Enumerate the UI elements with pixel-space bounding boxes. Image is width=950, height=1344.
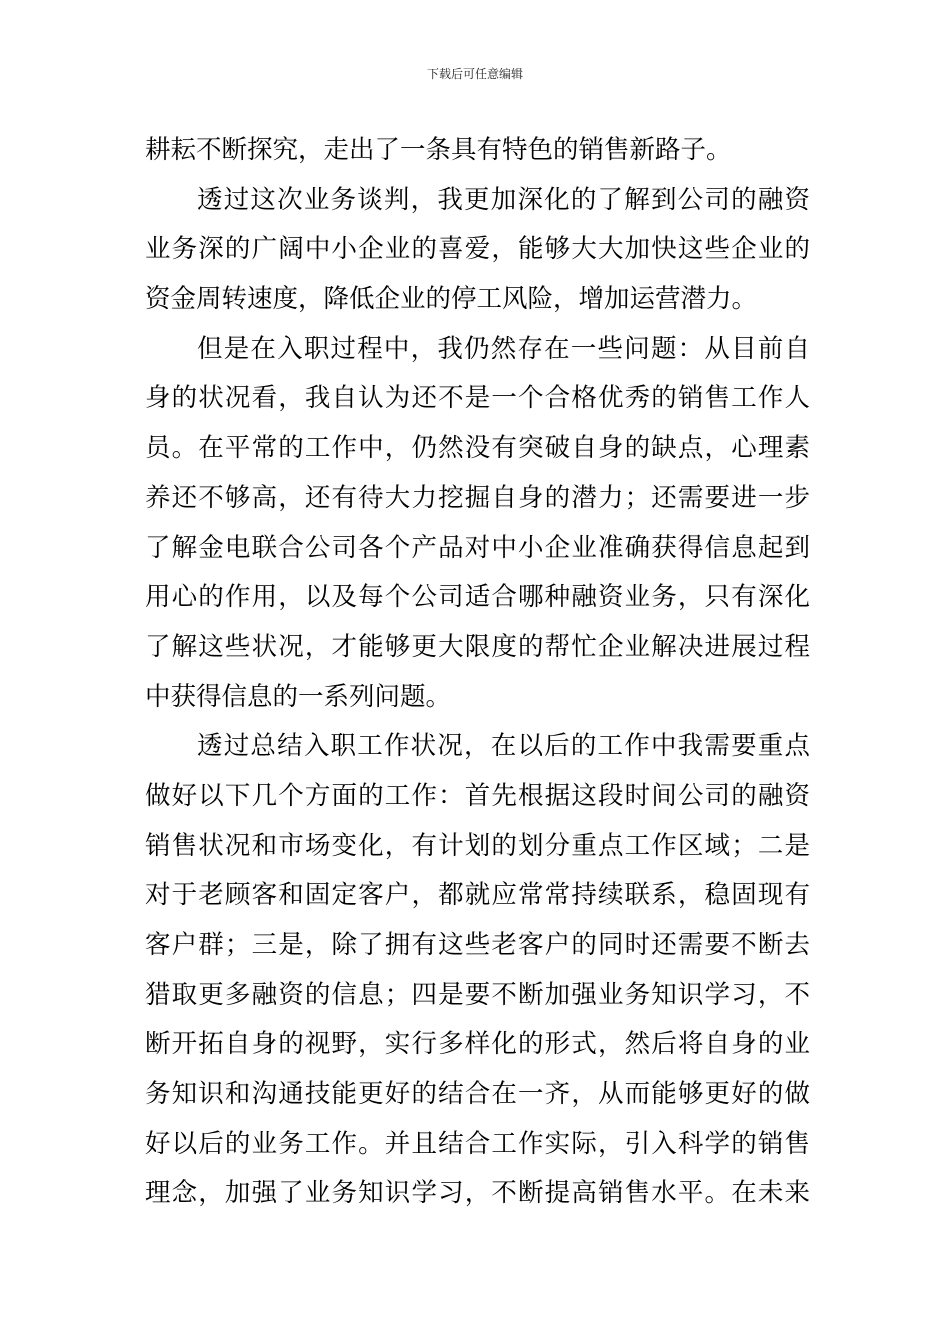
text-line: 做好以下几个方面的工作：首先根据这段时间公司的融资 xyxy=(145,780,810,811)
text-line: 中获得信息的一系列问题。 xyxy=(145,681,452,712)
text-line: 理念，加强了业务知识学习，不断提高销售水平。在未来 xyxy=(145,1178,810,1209)
text-line: 养还不够高，还有待大力挖掘自身的潜力；还需要进一步 xyxy=(145,482,810,513)
text-line: 了解金电联合公司各个产品对中小企业准确获得信息起到 xyxy=(145,532,810,563)
text-line: 务知识和沟通技能更好的结合在一齐，从而能够更好的做 xyxy=(145,1079,810,1110)
body-text xyxy=(145,126,810,1219)
text-line: 耕耘不断探究，走出了一条具有特色的销售新路子。 xyxy=(145,135,732,165)
text-line: 用心的作用，以及每个公司适合哪种融资业务，只有深化 xyxy=(145,582,810,613)
text-line: 对于老顾客和固定客户，都就应常常持续联系，稳固现有 xyxy=(145,880,810,911)
text-line: 透过总结入职工作状况，在以后的工作中我需要重点 xyxy=(197,731,810,762)
text-line: 员。在平常的工作中，仍然没有突破自身的缺点，心理素 xyxy=(145,433,810,464)
text-line: 断开拓自身的视野，实行多样化的形式，然后将自身的业 xyxy=(145,1029,810,1060)
text-line: 猎取更多融资的信息；四是要不断加强业务知识学习，不 xyxy=(145,979,810,1010)
text-line: 资金周转速度，降低企业的停工风险，增加运营潜力。 xyxy=(145,284,758,315)
text-line: 透过这次业务谈判，我更加深化的了解到公司的融资 xyxy=(197,184,810,215)
text-line: 但是在入职过程中，我仍然存在一些问题：从目前自 xyxy=(197,333,810,364)
text-line: 客户群；三是，除了拥有这些老客户的同时还需要不断去 xyxy=(145,930,810,960)
text-line: 业务深的广阔中小企业的喜爱，能够大大加快这些企业的 xyxy=(145,234,810,265)
text-line: 销售状况和市场变化，有计划的划分重点工作区域；二是 xyxy=(145,830,810,861)
text-line: 了解这些状况，才能够更大限度的帮忙企业解决进展过程 xyxy=(145,631,810,662)
page-header: 下载后可任意编辑 xyxy=(426,67,523,81)
text-line: 好以后的业务工作。并且结合工作实际，引入科学的销售 xyxy=(145,1128,810,1159)
text-line: 身的状况看，我自认为还不是一个合格优秀的销售工作人 xyxy=(145,383,810,414)
